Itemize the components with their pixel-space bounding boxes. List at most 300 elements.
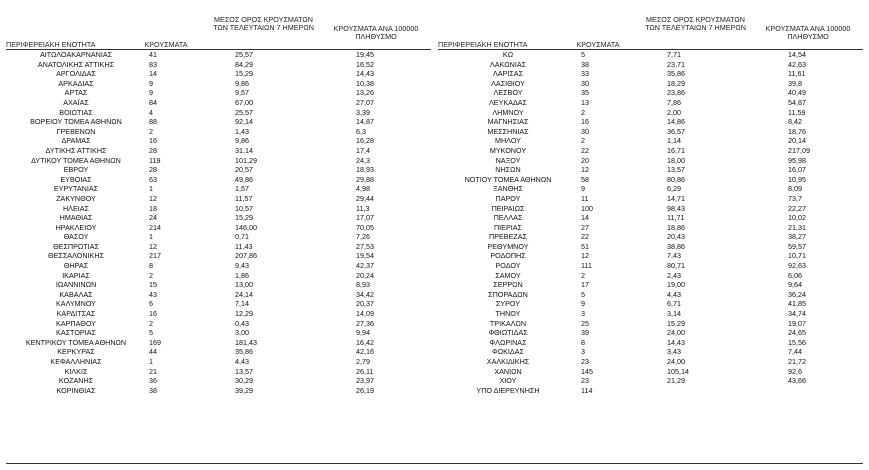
region-cell: ΠΕΙΡΑΙΩΣ (491, 203, 525, 213)
cases-cell: 2 (581, 136, 585, 146)
cases-cell: 84 (149, 97, 157, 107)
per100k-cell: 14,87 (356, 117, 374, 127)
per100k-cell: 40,49 (788, 88, 806, 98)
per100k-cell: 21,31 (788, 222, 806, 232)
region-cell: ΚΕΝΤΡΙΚΟΥ ΤΟΜΕΑ ΑΘΗΝΩΝ (25, 337, 127, 347)
avg-cell: 181,43 (235, 337, 257, 347)
per100k-cell: 11,59 (788, 107, 806, 117)
table-row (438, 175, 863, 185)
region-cell: ΗΜΑΘΙΑΣ (59, 213, 93, 223)
table-row (438, 367, 863, 377)
table-row (438, 184, 863, 194)
per100k-cell: 6,06 (788, 270, 802, 280)
region-cell: ΑΡΚΑΔΙΑΣ (58, 78, 94, 88)
per100k-cell: 21,72 (788, 357, 806, 366)
region-cell: ΕΥΡΥΤΑΝΙΑΣ (53, 184, 99, 194)
avg-cell: 146,00 (235, 222, 257, 232)
per100k-cell: 24,65 (788, 328, 806, 338)
region-cell: ΝΗΣΩΝ (495, 165, 521, 175)
table-row (6, 386, 431, 396)
region-cell: ΣΠΟΡΑΔΩΝ (488, 289, 528, 299)
region-cell: ΧΑΝΙΩΝ (494, 366, 522, 376)
table-row (6, 290, 431, 300)
region-cell: ΠΕΛΛΑΣ (493, 213, 523, 223)
avg-cell: 11,57 (235, 193, 253, 203)
header-region: ΠΕΡΙΦΕΡΕΙΑΚΗ ΕΝΟΤΗΤΑ (6, 40, 96, 49)
avg-cell: 24,00 (667, 357, 685, 366)
avg-cell: 105,14 (667, 366, 689, 376)
cases-cell: 100 (581, 203, 593, 213)
table-row (6, 280, 431, 290)
avg-cell: 7,43 (667, 251, 681, 261)
region-cell: ΛΗΜΝΟΥ (492, 107, 524, 117)
table-row (6, 127, 431, 137)
avg-cell: 80,86 (667, 174, 685, 184)
cases-cell: 35 (581, 88, 589, 98)
header-per100k: ΚΡΟΥΣΜΑΤΑ ΑΝΑ 100000 ΠΛΗΘΥΣΜΟ (765, 24, 851, 42)
cases-cell: 1 (149, 357, 153, 366)
avg-cell: 15,29 (235, 69, 253, 79)
region-cell: ΚΑΣΤΟΡΙΑΣ (56, 328, 96, 338)
avg-cell: 80,71 (667, 261, 685, 271)
per100k-cell: 9,94 (356, 328, 370, 338)
avg-cell: 24,14 (235, 289, 253, 299)
region-cell: ΕΒΡΟΥ (63, 165, 89, 175)
per100k-cell: 17,4 (356, 145, 370, 155)
avg-cell: 18,86 (667, 222, 685, 232)
region-cell: ΠΙΕΡΙΑΣ (493, 222, 522, 232)
per100k-cell: 38,27 (788, 232, 806, 242)
cases-cell: 1 (149, 232, 153, 242)
avg-cell: 7,71 (667, 50, 681, 59)
table-row (6, 261, 431, 271)
table-row (6, 117, 431, 127)
cases-cell: 33 (581, 69, 589, 79)
cases-cell: 41 (149, 50, 157, 59)
avg-cell: 10,57 (235, 203, 253, 213)
per100k-cell: 29,88 (356, 174, 374, 184)
avg-cell: 30,29 (235, 376, 253, 386)
per100k-cell: 92,6 (788, 366, 802, 376)
region-cell: ΑΡΓΟΛΙΔΑΣ (56, 69, 96, 79)
avg-cell: 39,29 (235, 385, 253, 395)
avg-cell: 1,43 (235, 126, 249, 136)
table-row (6, 271, 431, 281)
avg-cell: 98,43 (667, 203, 685, 213)
table-row (438, 117, 863, 127)
avg-cell: 84,29 (235, 59, 253, 69)
region-cell: ΠΑΡΟΥ (495, 193, 521, 203)
cases-cell: 6 (149, 299, 153, 309)
table-row (438, 338, 863, 348)
region-cell: ΜΕΣΣΗΝΙΑΣ (487, 126, 529, 136)
per100k-cell: 16,07 (788, 165, 806, 175)
region-cell: ΜΑΓΝΗΣΙΑΣ (487, 117, 529, 127)
table-row (6, 251, 431, 261)
avg-cell: 12,29 (235, 309, 253, 319)
table-row (6, 136, 431, 146)
region-cell: ΦΘΙΩΤΙΔΑΣ (488, 328, 528, 338)
header-cases: ΚΡΟΥΣΜΑΤΑ (144, 40, 188, 49)
table-row (438, 347, 863, 357)
table-row (6, 175, 431, 185)
per100k-cell: 10,38 (356, 78, 374, 88)
region-cell: ΚΑΡΔΙΤΣΑΣ (56, 309, 96, 319)
region-cell: ΚΟΡΙΝΘΙΑΣ (56, 385, 96, 395)
cases-cell: 30 (581, 126, 589, 136)
cases-cell: 16 (149, 309, 157, 319)
table-row (438, 127, 863, 137)
cases-cell: 12 (581, 251, 589, 261)
avg-cell: 0,71 (235, 232, 249, 242)
per100k-cell: 17,07 (356, 213, 374, 223)
table-row (438, 88, 863, 98)
per100k-cell: 27,53 (356, 241, 374, 251)
table-row (6, 98, 431, 108)
cases-cell: 119 (149, 155, 161, 165)
cases-cell: 4 (149, 107, 153, 117)
table-row (438, 271, 863, 281)
cases-cell: 16 (149, 136, 157, 146)
cases-cell: 8 (149, 261, 153, 271)
per100k-cell: 8,42 (788, 117, 802, 127)
region-cell: ΦΛΩΡΙΝΑΣ (489, 337, 527, 347)
avg-cell: 3,00 (235, 328, 249, 338)
cases-cell: 217 (149, 251, 161, 261)
table-row (6, 184, 431, 194)
per100k-cell: 3,39 (356, 107, 370, 117)
region-cell: ΡΕΘΥΜΝΟΥ (487, 241, 529, 251)
cases-cell: 114 (581, 385, 593, 395)
per100k-cell: 59,57 (788, 241, 806, 251)
per100k-cell: 11,61 (788, 69, 806, 79)
region-cell: ΝΑΞΟΥ (495, 155, 521, 165)
per100k-cell: 41,85 (788, 299, 806, 309)
cases-cell: 28 (149, 145, 157, 155)
table-row (6, 88, 431, 98)
per100k-cell: 10,02 (788, 213, 806, 223)
per100k-cell: 9,64 (788, 280, 802, 290)
avg-cell: 21,29 (667, 376, 685, 386)
avg-cell: 14,43 (667, 337, 685, 347)
table-row (438, 299, 863, 309)
table-row (438, 79, 863, 89)
cases-cell: 9 (149, 78, 153, 88)
avg-cell: 11,71 (667, 213, 685, 223)
region-cell: ΚΙΛΚΙΣ (64, 366, 88, 376)
table-row (438, 69, 863, 79)
cases-cell: 24 (149, 213, 157, 223)
per100k-cell: 14,54 (788, 50, 806, 59)
table-row (438, 108, 863, 118)
table-row (438, 309, 863, 319)
avg-cell: 24,00 (667, 328, 685, 338)
cases-cell: 145 (581, 366, 593, 376)
avg-cell: 1,86 (235, 270, 249, 280)
avg-cell: 36,57 (667, 126, 685, 136)
per100k-cell: 18,93 (356, 165, 374, 175)
cases-cell: 63 (149, 174, 157, 184)
table-row (438, 357, 863, 367)
cases-cell: 17 (581, 280, 589, 290)
cases-cell: 58 (581, 174, 589, 184)
region-cell: ΡΟΔΟΥ (495, 261, 521, 271)
avg-cell: 7,86 (667, 97, 681, 107)
cases-cell: 3 (581, 309, 585, 319)
avg-cell: 3,43 (667, 347, 681, 357)
cases-cell: 20 (581, 155, 589, 165)
table-row (438, 386, 863, 396)
table-row (438, 146, 863, 156)
per100k-cell: 7,26 (356, 232, 370, 242)
avg-cell: 3,14 (667, 309, 681, 319)
cases-cell: 214 (149, 222, 161, 232)
region-cell: ΗΡΑΚΛΕΙΟΥ (55, 222, 97, 232)
per100k-cell: 7,44 (788, 347, 802, 357)
cases-cell: 23 (581, 376, 589, 386)
avg-cell: 23,86 (667, 88, 685, 98)
region-cell: ΤΗΝΟΥ (495, 309, 521, 319)
avg-cell: 14,86 (667, 117, 685, 127)
region-cell: ΑΙΤΩΛΟΑΚΑΡΝΑΝΙΑΣ (39, 50, 113, 59)
avg-cell: 20,43 (667, 232, 685, 242)
per100k-cell: 10,95 (788, 174, 806, 184)
per100k-cell: 2,79 (356, 357, 370, 366)
table-row (438, 98, 863, 108)
region-cell: ΡΟΔΟΠΗΣ (490, 251, 526, 261)
cases-cell: 23 (581, 357, 589, 366)
per100k-cell: 27,36 (356, 318, 374, 328)
region-cell: ΛΑΡΙΣΑΣ (492, 69, 524, 79)
avg-cell: 9,86 (235, 136, 249, 146)
per100k-cell: 15,56 (788, 337, 806, 347)
per100k-cell: 29,44 (356, 193, 374, 203)
per100k-cell: 43,66 (788, 376, 806, 386)
per100k-cell: 39,8 (788, 78, 802, 88)
cases-cell: 83 (149, 59, 157, 69)
per100k-cell: 42,37 (356, 261, 374, 271)
cases-cell: 15 (149, 280, 157, 290)
cases-cell: 28 (149, 165, 157, 175)
region-cell: ΘΕΣΣΑΛΟΝΙΚΗΣ (48, 251, 104, 261)
table-row (438, 261, 863, 271)
per100k-cell: 27,07 (356, 97, 374, 107)
cases-cell: 14 (581, 213, 589, 223)
avg-cell: 19,00 (667, 280, 685, 290)
cases-cell: 5 (581, 50, 585, 59)
cases-cell: 22 (581, 145, 589, 155)
per100k-cell: 95,98 (788, 155, 806, 165)
cases-cell: 11 (581, 193, 589, 203)
table-row (438, 376, 863, 386)
table-row (438, 165, 863, 175)
table-row (438, 232, 863, 242)
avg-cell: 35,86 (667, 69, 685, 79)
avg-cell: 49,86 (235, 174, 253, 184)
avg-cell: 13,57 (235, 366, 253, 376)
avg-cell: 18,29 (667, 78, 685, 88)
per100k-cell: 13,26 (356, 88, 374, 98)
per100k-cell: 16,42 (356, 337, 374, 347)
region-cell: ΛΕΣΒΟΥ (493, 88, 523, 98)
per100k-cell: 73,7 (788, 193, 802, 203)
avg-cell: 13,00 (235, 280, 253, 290)
cases-cell: 12 (149, 241, 157, 251)
avg-cell: 92,14 (235, 117, 253, 127)
cases-cell: 12 (149, 193, 157, 203)
region-cell: ΛΑΚΩΝΙΑΣ (489, 59, 527, 69)
table-row (6, 69, 431, 79)
table-row (438, 290, 863, 300)
region-cell: ΚΩ (502, 50, 514, 59)
region-cell: ΑΧΑΪΑΣ (63, 97, 89, 107)
per100k-cell: 16,52 (356, 59, 374, 69)
cases-cell: 2 (149, 270, 153, 280)
per100k-cell: 14,09 (356, 309, 374, 319)
avg-cell: 6,71 (667, 299, 681, 309)
avg-cell: 38,86 (667, 241, 685, 251)
cases-cell: 12 (581, 165, 589, 175)
cases-cell: 5 (149, 328, 153, 338)
cases-cell: 51 (581, 241, 589, 251)
avg-cell: 15,29 (667, 318, 685, 328)
table-row (6, 194, 431, 204)
avg-cell: 2,00 (667, 107, 681, 117)
avg-cell: 1,57 (235, 184, 249, 194)
per100k-cell: 92,63 (788, 261, 806, 271)
avg-cell: 31,14 (235, 145, 253, 155)
table-row (6, 204, 431, 214)
per100k-cell: 34,74 (788, 309, 806, 319)
region-cell: ΒΟΙΩΤΙΑΣ (59, 107, 93, 117)
table-row (438, 50, 863, 60)
table-row (6, 319, 431, 329)
per100k-cell: 217,09 (788, 145, 810, 155)
region-cell: ΠΡΕΒΕΖΑΣ (489, 232, 527, 242)
region-cell: ΑΡΤΑΣ (64, 88, 88, 98)
table-row (6, 357, 431, 367)
per100k-cell: 54,87 (788, 97, 806, 107)
table-row (6, 309, 431, 319)
table-row (438, 223, 863, 233)
per100k-cell: 19,45 (356, 50, 374, 59)
table-row (438, 204, 863, 214)
avg-cell: 1,14 (667, 136, 681, 146)
table-bottom-rule (6, 463, 863, 464)
avg-cell: 101,29 (235, 155, 257, 165)
region-cell: ΝΟΤΙΟΥ ΤΟΜΕΑ ΑΘΗΝΩΝ (464, 174, 552, 184)
region-cell: ΘΗΡΑΣ (63, 261, 89, 271)
per100k-cell: 14,43 (356, 69, 374, 79)
table-row (438, 319, 863, 329)
avg-cell: 25,57 (235, 50, 253, 59)
region-cell: ΚΑΡΠΑΘΟΥ (56, 318, 96, 328)
avg-cell: 6,29 (667, 184, 681, 194)
cases-cell: 3 (581, 347, 585, 357)
avg-cell: 9,43 (235, 261, 249, 271)
region-cell: ΖΑΚΥΝΘΟΥ (56, 193, 96, 203)
region-cell: ΥΠΟ ΔΙΕΡΕΥΝΗΣΗ (476, 385, 540, 395)
per100k-cell: 4,98 (356, 184, 370, 194)
region-cell: ΛΕΥΚΑΔΑΣ (488, 97, 527, 107)
per100k-cell: 18,76 (788, 126, 806, 136)
region-cell: ΔΡΑΜΑΣ (61, 136, 91, 146)
table-row (438, 60, 863, 70)
table-row (438, 251, 863, 261)
table-row (6, 299, 431, 309)
cases-cell: 5 (581, 289, 585, 299)
table-row (438, 194, 863, 204)
cases-cell: 8 (581, 337, 585, 347)
cases-cell: 2 (149, 318, 153, 328)
table-row (438, 213, 863, 223)
cases-cell: 9 (149, 88, 153, 98)
per100k-cell: 19,07 (788, 318, 806, 328)
table-row (6, 367, 431, 377)
avg-cell: 0,43 (235, 318, 249, 328)
region-cell: ΘΑΣΟΥ (63, 232, 89, 242)
avg-cell: 18,00 (667, 155, 685, 165)
table-row (438, 280, 863, 290)
per100k-cell: 10,71 (788, 251, 806, 261)
rows-left (6, 50, 431, 395)
cases-cell: 9 (581, 184, 585, 194)
table-row (6, 108, 431, 118)
cases-cell: 169 (149, 337, 161, 347)
rows-right (438, 50, 863, 395)
avg-cell: 14,71 (667, 193, 685, 203)
per100k-cell: 16,28 (356, 136, 374, 146)
cases-cell: 2 (581, 107, 585, 117)
region-cell: ΛΑΣΙΘΙΟΥ (491, 78, 525, 88)
region-cell: ΗΛΕΙΑΣ (62, 203, 90, 213)
table-row (438, 328, 863, 338)
region-cell: ΦΩΚΙΔΑΣ (492, 347, 524, 357)
avg-cell: 4,43 (667, 289, 681, 299)
header-avg7: ΜΕΣΟΣ ΟΡΟΣ ΚΡΟΥΣΜΑΤΩΝ ΤΩΝ ΤΕΛΕΥΤΑΙΩΝ 7 ΗΜΕΡΩΝ (213, 15, 314, 33)
cases-cell: 43 (149, 289, 157, 299)
cases-cell: 38 (581, 59, 589, 69)
table-row (6, 328, 431, 338)
region-cell: ΚΕΡΚΥΡΑΣ (57, 347, 95, 357)
region-cell: ΜΥΚΟΝΟΥ (489, 145, 527, 155)
table-row (6, 223, 431, 233)
per100k-cell: 20,24 (356, 270, 374, 280)
cases-cell: 16 (581, 117, 589, 127)
per100k-cell: 42,16 (356, 347, 374, 357)
cases-cell: 36 (149, 376, 157, 386)
per100k-cell: 20,14 (788, 136, 806, 146)
table-row (6, 79, 431, 89)
table-row (6, 242, 431, 252)
per100k-cell: 23,97 (356, 376, 374, 386)
per100k-cell: 6,3 (356, 126, 366, 136)
table-row (438, 156, 863, 166)
table-row (6, 146, 431, 156)
table-row (6, 156, 431, 166)
per100k-cell: 8,09 (788, 184, 802, 194)
per100k-cell: 26,11 (356, 366, 374, 376)
table-row (6, 60, 431, 70)
header-cases: ΚΡΟΥΣΜΑΤΑ (576, 40, 620, 49)
table-row (6, 338, 431, 348)
per100k-cell: 34,42 (356, 289, 374, 299)
avg-cell: 9,57 (235, 88, 249, 98)
region-cell: ΣΕΡΡΩΝ (493, 280, 523, 290)
per100k-cell: 26,19 (356, 385, 374, 395)
cases-cell: 22 (581, 232, 589, 242)
region-cell: ΙΚΑΡΙΑΣ (62, 270, 90, 280)
